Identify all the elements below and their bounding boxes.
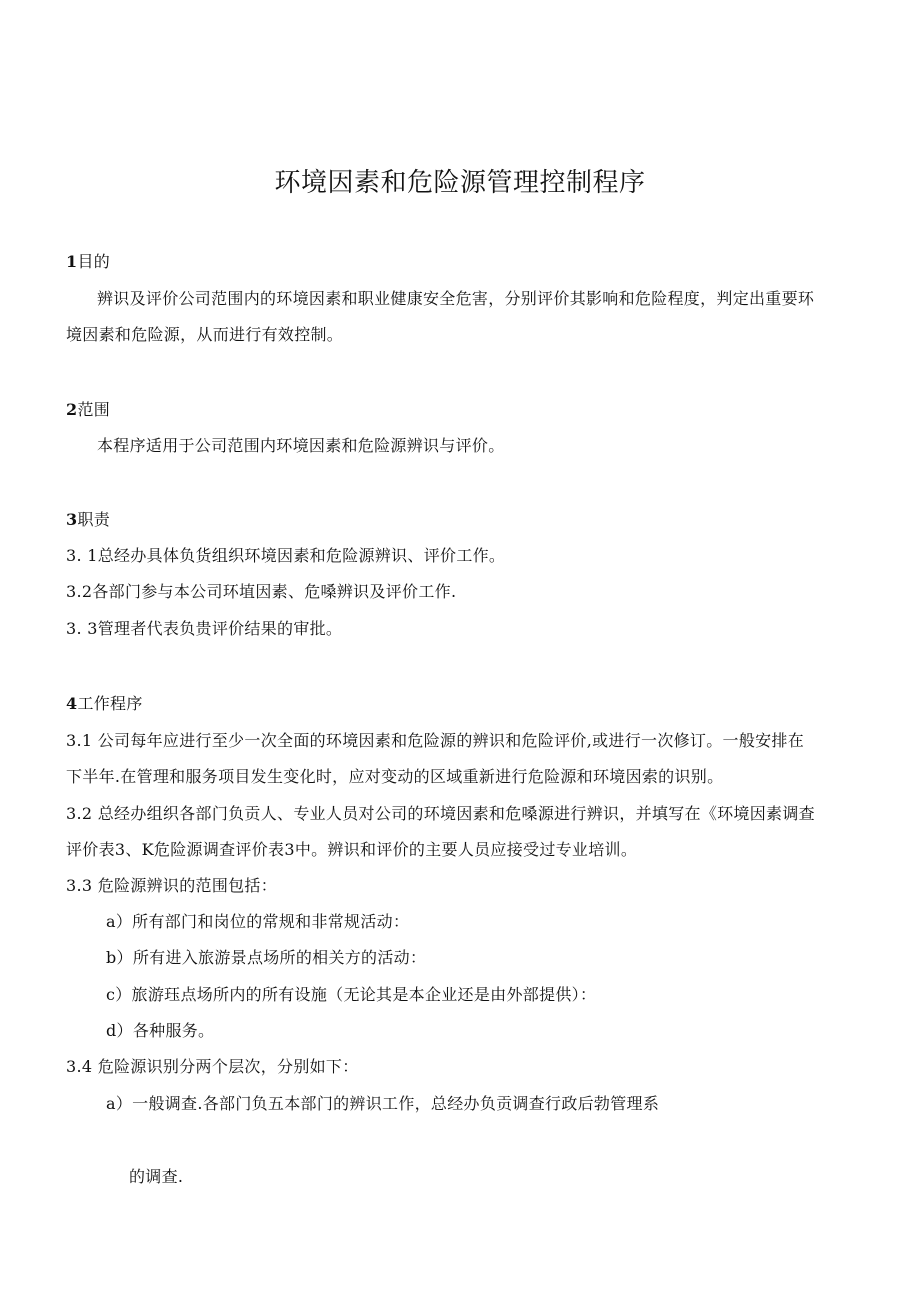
section-3-number: 3: [66, 510, 78, 529]
section-1-number: 1: [66, 252, 78, 271]
paragraph-line: 评价表3、K危险源调查评价表3中。辨识和评价的主要人员应接受过专业培训。: [66, 840, 638, 859]
paragraph-line: 境因素和危险源，从而进行有效控制。: [66, 325, 344, 344]
section-4-title: 工作程序: [77, 694, 143, 713]
document-title: 环境因素和危险源管理控制程序: [274, 168, 646, 198]
list-item: 3. 3管理者代表负贵评价结果的审批。: [66, 619, 343, 638]
section-2-title: 范围: [77, 400, 111, 419]
sub-list-item: b）所有进入旅游景点场所的相关方的活动：: [106, 948, 427, 967]
section-2-number: 2: [66, 400, 78, 419]
section-1-heading: [66, 250, 110, 274]
sub-list-item: d）各种服务。: [106, 1021, 215, 1040]
list-item: 3.2各部门参与本公司环埴因素、危嗓辨识及评价工作.: [66, 582, 457, 601]
list-item: 3. 1总经办具体负货组织环境因素和危险源辨识、评价工作。: [66, 546, 506, 565]
sub-list-item: a）一般调查.各部门负五本部门的辨识工作，总经办负贡调查行政后勃管理系: [106, 1094, 660, 1113]
section-3-title: 职责: [77, 510, 111, 529]
section-1-title: 目的: [77, 252, 111, 271]
paragraph-line: 的调查.: [129, 1167, 184, 1186]
section-3-heading: [66, 508, 110, 532]
section-4-heading: [66, 692, 143, 716]
section-4-number: 4: [66, 694, 78, 713]
section-2-heading: [66, 398, 110, 422]
sub-list-item: c）旅游珏点场所内的所有设施（无论其是本企业还是由外部提供）：: [106, 985, 597, 1004]
list-item: 3.4 危险源识别分两个层次，分别如下：: [66, 1057, 359, 1076]
paragraph-line: 下半年.在管理和服务项目发生变化时，应对变动的区域重新进行危险源和环境因索的识别。: [66, 767, 724, 786]
list-item: 3.3 危险源辨识的范围包括：: [66, 876, 278, 895]
paragraph-line: 3.2 总经办组织各部门负贡人、专业人员对公司的环境因素和危嗓源进行辨识，并填写在《环境因素调查: [66, 804, 815, 823]
sub-list-item: a）所有部门和岗位的常规和非常规活动：: [106, 912, 410, 931]
paragraph-line: 辨识及评价公司范围内的环境因素和职业健康安全危害，分别评价其影响和危险程度，判定出重要环: [97, 289, 815, 308]
paragraph-line: 3.1 公司每年应进行至少一次全面的环境因素和危险源的辨识和危险评价,或进行一次修订。一般安排在: [66, 731, 805, 750]
paragraph-line: 本程序适用于公司范围内环境因素和危险源辨识与评价。: [97, 436, 505, 455]
